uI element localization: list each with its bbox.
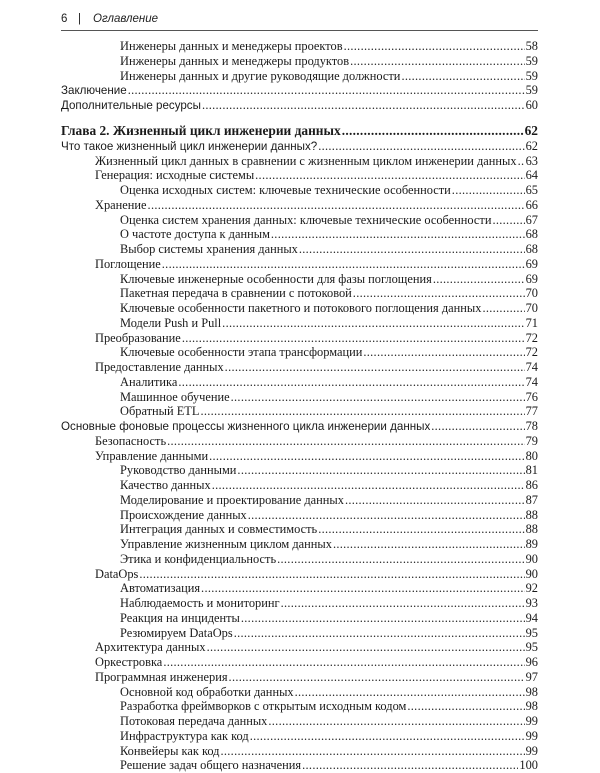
dot-leader — [207, 640, 525, 655]
dot-leader — [277, 552, 525, 567]
toc-entry-title: Управление жизненным циклом данных — [120, 537, 332, 551]
dot-leader — [128, 83, 525, 98]
toc-entry-title: Интеграция данных и совместимость — [120, 522, 318, 537]
dot-leader — [363, 345, 524, 360]
dot-leader — [200, 404, 524, 419]
toc-entry-title: Управление данными — [95, 448, 209, 463]
toc-entry-page: 70 — [525, 301, 538, 315]
toc-entry-title: Инженеры данных и другие руководящие должности — [120, 68, 401, 83]
dot-leader — [250, 729, 525, 744]
dot-leader — [492, 213, 524, 228]
dot-leader — [178, 375, 524, 390]
dot-leader — [295, 685, 525, 700]
toc-entry-page: 88 — [525, 522, 538, 537]
dot-leader — [148, 198, 525, 213]
toc-entry-page: 80 — [525, 448, 538, 463]
toc-entry[interactable] — [61, 154, 538, 169]
toc-entry[interactable] — [61, 729, 538, 744]
toc-entry-title: Пакетная передача в сравнении с потоковой — [120, 286, 352, 301]
toc-entry[interactable] — [61, 626, 538, 641]
dot-leader — [353, 286, 525, 301]
toc-entry[interactable] — [61, 655, 538, 670]
toc-entry[interactable] — [61, 168, 538, 183]
toc-entry[interactable] — [61, 83, 538, 98]
toc-entry-title: Ключевые инженерные особенности для фазы поглощения — [120, 271, 432, 286]
toc-entry-title: Предоставление данных — [95, 360, 224, 374]
dot-leader — [271, 227, 525, 242]
toc-entry-title: Этика и конфиденциальность — [120, 551, 277, 566]
toc-entry[interactable] — [61, 493, 538, 508]
toc-entry[interactable] — [61, 434, 538, 449]
toc-entry-title: Модели Push и Pull — [120, 315, 222, 330]
toc-entry-title: Машинное обучение — [120, 389, 230, 404]
toc-entry-title: Обратный ETL — [120, 404, 200, 419]
dot-leader — [202, 98, 525, 113]
toc-entry-page: 81 — [525, 463, 538, 478]
toc-entry-page: 79 — [525, 433, 538, 448]
toc-entry-page: 59 — [525, 53, 538, 68]
toc-entry-page: 99 — [525, 728, 538, 743]
toc-entry-page: 60 — [525, 98, 538, 112]
dot-leader — [234, 626, 525, 641]
dot-leader — [401, 69, 524, 84]
toc-entry-title: Происхождение данных — [120, 507, 247, 522]
toc-entry-page: 95 — [525, 625, 538, 640]
toc-entry[interactable] — [61, 581, 538, 596]
toc-entry-title: Конвейеры как код — [120, 743, 220, 758]
toc-entry-page: 72 — [525, 345, 538, 360]
toc-entry-title: Потоковая передача данных — [120, 714, 268, 728]
dot-leader — [237, 463, 524, 478]
toc-entry-title: Инженеры данных и менеджеры продуктов — [120, 53, 350, 68]
toc-entry[interactable] — [61, 699, 538, 714]
toc-entry-page: 88 — [525, 507, 538, 522]
toc-entry-page: 72 — [525, 330, 538, 345]
toc-entry-page: 62 — [524, 122, 538, 138]
toc-entry-page: 97 — [525, 669, 538, 684]
toc-entry-title: Оркестровка — [95, 655, 163, 669]
toc-entry-page: 78 — [525, 419, 538, 433]
header-separator: | — [78, 13, 81, 25]
dot-leader — [281, 596, 525, 611]
dot-leader — [482, 301, 524, 316]
dot-leader — [407, 699, 524, 714]
toc-entry-title: Качество данных — [120, 478, 211, 492]
toc-entry-page: 68 — [525, 227, 538, 242]
toc-entry-title: Реакция на инциденты — [120, 610, 240, 625]
dot-leader — [225, 360, 525, 375]
toc-entry-page: 74 — [525, 374, 538, 389]
dot-leader — [318, 522, 524, 537]
toc-entry-page: 76 — [525, 389, 538, 404]
toc-entry-page: 94 — [525, 610, 538, 625]
toc-entry-page: 89 — [525, 537, 538, 551]
toc-entry-title: Автоматизация — [120, 581, 201, 596]
toc-entry-page: 98 — [525, 699, 538, 714]
toc-entry-page: 87 — [525, 492, 538, 507]
dot-leader — [222, 316, 524, 331]
toc-entry-page: 77 — [525, 404, 538, 419]
toc-entry-page: 90 — [525, 551, 538, 566]
toc-entry-title: Дополнительные ресурсы — [61, 99, 201, 112]
toc-entry[interactable] — [61, 611, 538, 626]
toc-entry-page: 100 — [519, 758, 538, 773]
toc-entry-page: 71 — [525, 315, 538, 330]
dot-leader — [302, 758, 518, 773]
toc-entry[interactable] — [61, 345, 538, 360]
toc-entry[interactable] — [61, 227, 538, 242]
toc-entry[interactable] — [61, 640, 538, 655]
toc-entry-title: Хранение — [95, 197, 147, 212]
toc-entry-page: 99 — [525, 714, 538, 728]
toc-entry-title: О частоте доступа к данным — [120, 227, 270, 242]
dot-leader — [229, 670, 525, 685]
dot-leader — [299, 242, 525, 257]
toc-entry[interactable] — [61, 183, 538, 198]
toc-entry-page: 62 — [525, 138, 538, 153]
toc-entry[interactable] — [61, 463, 538, 478]
toc-entry-page: 92 — [525, 581, 538, 596]
toc-entry-title: DataOps — [95, 566, 139, 581]
dot-leader — [231, 390, 525, 405]
toc-entry-title: Оценка систем хранения данных: ключевые технические особенности — [120, 212, 492, 227]
page-number: 6 — [61, 13, 68, 25]
toc-entry-title: Выбор системы хранения данных — [120, 242, 298, 256]
toc-entry-page: 69 — [525, 256, 538, 271]
toc-entry[interactable] — [61, 54, 538, 69]
toc-entry[interactable] — [61, 139, 538, 154]
toc-entry-title: Аналитика — [120, 374, 178, 389]
dot-leader — [241, 611, 525, 626]
toc-entry[interactable] — [61, 272, 538, 287]
toc-entry-page: 93 — [525, 596, 538, 610]
toc-entry-page: 66 — [525, 197, 538, 212]
toc-entry[interactable] — [61, 670, 538, 685]
toc-entry-page: 68 — [525, 242, 538, 256]
toc-entry-page: 64 — [525, 168, 538, 183]
toc-entry-title: Моделирование и проектирование данных — [120, 492, 344, 507]
dot-leader — [342, 123, 524, 139]
toc-entry-title: Инфраструктура как код — [120, 728, 249, 743]
dot-leader — [167, 434, 524, 449]
toc-entry[interactable] — [61, 537, 538, 552]
dot-leader — [452, 183, 525, 198]
toc-entry-title: Генерация: исходные системы — [95, 168, 255, 183]
dot-leader — [431, 419, 524, 434]
dot-leader — [433, 272, 525, 287]
toc-entry-page: 59 — [525, 68, 538, 83]
dot-leader — [248, 508, 525, 523]
section-title: Оглавление — [93, 13, 158, 25]
toc-entry[interactable] — [61, 390, 538, 405]
toc-entry[interactable] — [61, 301, 538, 316]
toc-entry[interactable] — [61, 685, 538, 700]
toc-entry-title: Жизненный цикл данных в сравнении с жизненным циклом инженерии данных — [95, 153, 517, 168]
toc-entry-title: Безопасность — [95, 433, 167, 448]
toc-chapter-entry[interactable] — [61, 123, 538, 139]
toc-entry-title: Разработка фреймворков с открытым исходным кодом — [120, 699, 407, 714]
toc-entry[interactable] — [61, 478, 538, 493]
toc-entry-title: Программная инженерия — [95, 669, 228, 684]
toc-entry[interactable] — [61, 508, 538, 523]
toc-entry[interactable] — [61, 419, 538, 434]
dot-leader — [268, 714, 524, 729]
toc-entry-page: 74 — [525, 360, 538, 374]
toc-entry-title: Ключевые особенности этапа трансформации — [120, 345, 363, 360]
toc-entry-page: 90 — [525, 566, 538, 581]
toc-entry-title: Руководство данными — [120, 463, 237, 478]
toc-entry-title: Решение задач общего назначения — [120, 758, 302, 773]
toc-entry-page: 63 — [525, 153, 538, 168]
toc-entry-page: 59 — [525, 83, 538, 98]
toc-entry-page: 95 — [525, 640, 538, 655]
dot-leader — [182, 331, 525, 346]
toc-entry[interactable] — [61, 286, 538, 301]
toc-entry-page: 65 — [525, 183, 538, 197]
toc-entry-page: 98 — [525, 684, 538, 699]
toc-entry[interactable] — [61, 39, 538, 54]
toc-entry-title: Преобразование — [95, 330, 181, 345]
toc-entry[interactable] — [61, 375, 538, 390]
table-of-contents — [61, 39, 538, 773]
toc-entry-title: Поглощение — [95, 256, 161, 271]
toc-entry-title: Оценка исходных систем: ключевые технические особенности — [120, 183, 451, 197]
toc-entry-title: Основной код обработки данных — [120, 684, 294, 699]
toc-entry-title: Ключевые особенности пакетного и потокового поглощения данных — [120, 301, 482, 315]
toc-entry[interactable] — [61, 257, 538, 272]
dot-leader — [344, 39, 525, 54]
dot-leader — [201, 581, 525, 596]
toc-entry[interactable] — [61, 449, 538, 464]
toc-entry[interactable] — [61, 522, 538, 537]
toc-entry[interactable] — [61, 404, 538, 419]
toc-entry[interactable] — [61, 596, 538, 611]
toc-entry[interactable] — [61, 316, 538, 331]
toc-entry[interactable] — [61, 714, 538, 729]
toc-entry[interactable] — [61, 242, 538, 257]
toc-entry-page: 58 — [525, 39, 538, 53]
toc-entry[interactable] — [61, 331, 538, 346]
dot-leader — [518, 154, 525, 169]
toc-entry[interactable] — [61, 69, 538, 84]
running-header — [61, 10, 538, 31]
dot-leader — [139, 567, 524, 582]
dot-leader — [163, 655, 524, 670]
dot-leader — [220, 744, 524, 759]
toc-entry-title: Инженеры данных и менеджеры проектов — [120, 39, 343, 53]
dot-leader — [255, 168, 524, 183]
toc-entry-page: 86 — [525, 478, 538, 492]
toc-entry[interactable] — [61, 758, 538, 773]
toc-entry-title: Наблюдаемость и мониторинг — [120, 596, 280, 610]
toc-entry-title: Резюмируем DataOps — [120, 625, 233, 640]
toc-entry-page: 70 — [525, 286, 538, 301]
toc-entry[interactable] — [61, 98, 538, 113]
toc-entry[interactable] — [61, 198, 538, 213]
toc-entry-title: Что такое жизненный цикл инженерии данных? — [61, 139, 318, 153]
toc-entry-title: Основные фоновые процессы жизненного цикла инженерии данных — [61, 420, 431, 433]
dot-leader — [318, 139, 524, 154]
toc-entry-title: Заключение — [61, 84, 127, 98]
toc-entry[interactable] — [61, 213, 538, 228]
dot-leader — [345, 493, 525, 508]
toc-entry[interactable] — [61, 567, 538, 582]
dot-leader — [212, 478, 525, 493]
toc-entry[interactable] — [61, 552, 538, 567]
toc-entry-title: Архитектура данных — [95, 640, 206, 655]
toc-entry-page: 96 — [525, 655, 538, 669]
dot-leader — [350, 54, 525, 69]
dot-leader — [333, 537, 525, 552]
toc-entry-page: 99 — [525, 743, 538, 758]
toc-entry-page: 69 — [525, 271, 538, 286]
toc-entry-title: Глава 2. Жизненный цикл инженерии данных — [61, 122, 341, 138]
dot-leader — [209, 449, 525, 464]
toc-entry[interactable] — [61, 744, 538, 759]
toc-entry[interactable] — [61, 360, 538, 375]
dot-leader — [162, 257, 525, 272]
toc-entry-page: 67 — [525, 212, 538, 227]
